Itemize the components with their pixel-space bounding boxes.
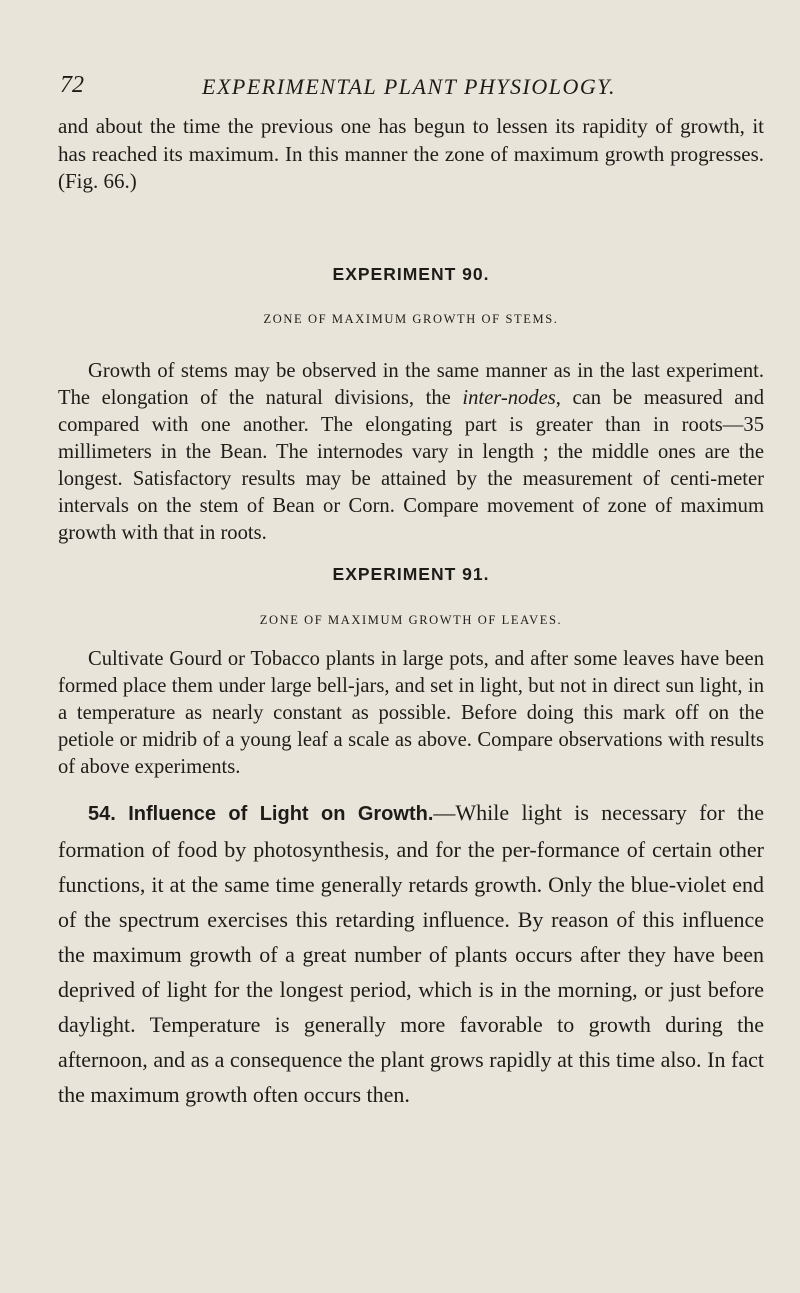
experiment-90-paragraph <box>58 358 764 547</box>
running-header <box>60 72 760 104</box>
experiment-91-paragraph: Cultivate Gourd or Tobacco plants in large pots, and after some leaves have been formed place them under large bell-jars, and set in light, but not in direct sun light, in a temperature as nearly constant as possible. Before doing this mark off on the petiole or midrib of a young leaf a scale as above. Compare observations with results of above experiments. <box>58 648 764 778</box>
section-54-paragraph <box>58 795 764 1112</box>
experiment-91-heading: EXPERIMENT 91. <box>332 564 490 584</box>
intro-paragraph: and about the time the previous one has begun to lessen its rapidity of growth, it has reached its maximum. In this manner the zone of maximum growth progresses. (Fig. 66.) <box>58 114 764 193</box>
experiment-91-subheading: ZONE OF MAXIMUM GROWTH OF LEAVES. <box>259 613 563 627</box>
experiment-90-heading: EXPERIMENT 90. <box>332 264 490 284</box>
experiment-90-text-b: , can be measured and compared with one another. The elongating part is greater than in roots—35 millimeters in the Bean. The internodes vary in length ; the middle ones are the longest. Satisfactory results may be attained by the measurement of centi-meter intervals on the stem of Bean or Corn. Compare movement of zone of maximum growth with that in roots. <box>58 387 764 544</box>
experiment-90-italic-term: inter-nodes <box>462 387 556 409</box>
section-54-text: —While light is necessary for the formation of food by photosynthesis, and for the per-formance of certain other functions, it at the same time generally retards growth. Only the blue-violet end of the spectrum exercises this retarding influence. By reason of this influence the maximum growth of a great number of plants occurs after they have been deprived of light for the longest period, which is in the morning, or just before daylight. Temperature is generally more favorable to growth during the afternoon, and as a consequence the plant grows rapidly at this time also. In fact the maximum growth often occurs then. <box>58 800 764 1107</box>
experiment-90-text-a: Growth of stems may be observed in the same manner as in the last experiment. The elongation of the natural divisions, the <box>58 360 764 409</box>
section-54-heading: 54. Influence of Light on Growth. <box>88 803 434 825</box>
experiment-90-subheading: ZONE OF MAXIMUM GROWTH OF STEMS. <box>263 312 559 326</box>
page-number: 72 <box>60 72 84 98</box>
running-title: EXPERIMENTAL PLANT PHYSIOLOGY. <box>202 74 616 99</box>
